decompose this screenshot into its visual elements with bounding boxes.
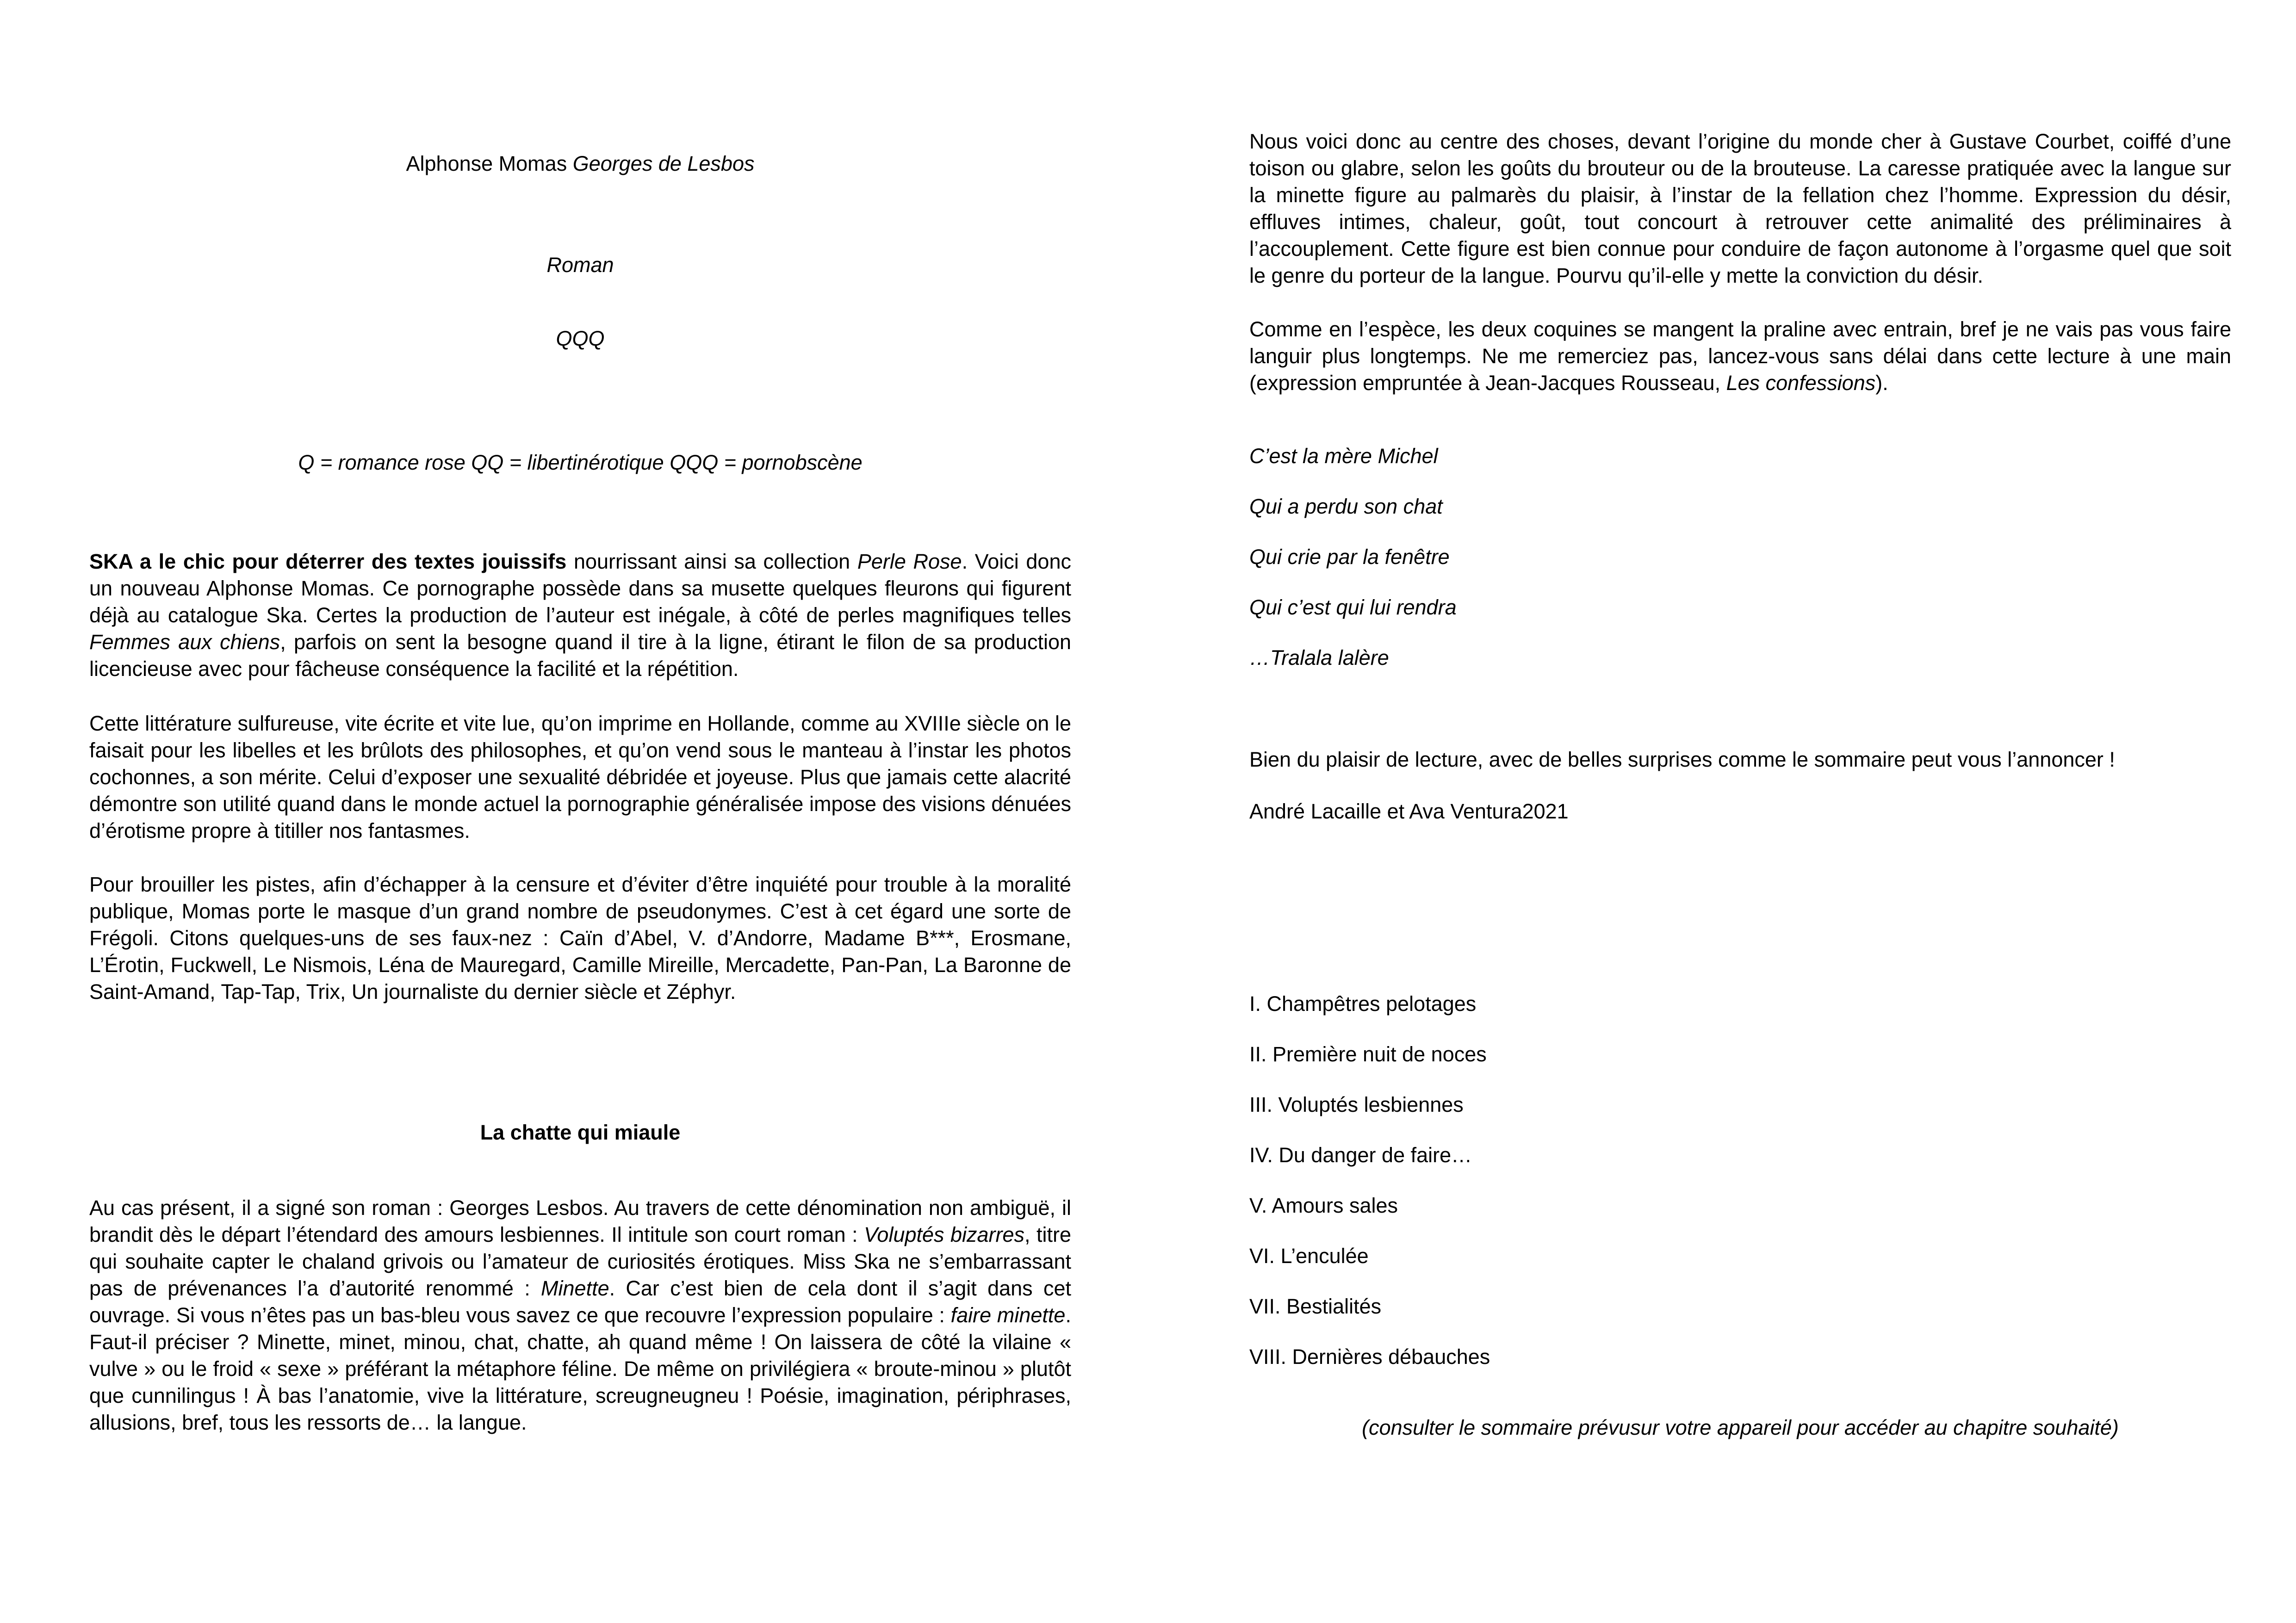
toc-item-2[interactable]: II. Première nuit de noces xyxy=(1249,1042,1487,1066)
novel-title: Voluptés bizarres xyxy=(864,1223,1025,1246)
song-line-4: Qui c’est qui lui rendra xyxy=(1249,595,1457,619)
song-line-5: …Tralala lalère xyxy=(1249,646,1389,669)
book-byline xyxy=(89,150,1071,177)
expression: faire minette xyxy=(950,1303,1066,1327)
intro-bold-lead: SKA a le chic pour déterrer des textes jouissifs xyxy=(89,550,567,573)
toc-item-8[interactable]: VIII. Dernières débauches xyxy=(1249,1345,1490,1369)
body-text-c: . Car c’est bien de cela dont il s’agit dans cet ouvrage. Si vous n’êtes pas un bas-bleu vous savez ce que recouvre l’expression populaire : xyxy=(89,1276,1071,1327)
song-line-3: Qui crie par la fenêtre xyxy=(1249,545,1450,569)
toc-item-3[interactable]: III. Voluptés lesbiennes xyxy=(1249,1093,1464,1116)
intro-paragraph-3: Pour brouiller les pistes, afin d’échapper à la censure et d’éviter d’être inquiété pour trouble à la moralité publique, Momas porte le masque d’un grand nombre de pseudonymes. C’est à cet égard une sorte de Frégoli. Citons quelques-uns de ses faux-nez : Caïn d’Abel, V. d’Andorre, Madame B***, Erosmane, L’Érotin, Fuckwell, Le Nismois, Léna de Mauregard, Camille Mireille, Mercadette, Pan-Pan, La Baronne de Saint-Amand, Tap-Tap, Trix, Un journaliste du dernier siècle et Zéphyr. xyxy=(89,873,1071,1004)
toc-item-7[interactable]: VII. Bestialités xyxy=(1249,1295,1382,1318)
intro-paragraph-2: Cette littérature sulfureuse, vite écrite et vite lue, qu’on imprime en Hollande, comme au XVIIIe siècle on le faisait pour les libelles et les brûlots des philosophes, et qu’on vend sous le manteau à l’instar les photos cochonnes, a son mérite. Celui d’exposer une sexualité débridée et joyeuse. Plus que jamais cette alacrité démontre son utilité quand dans le monde actuel la pornographie généralisée impose des visions dénuées d’érotisme propre à titiller nos fantasmes. xyxy=(89,712,1071,842)
song-line-2: Qui a perdu son chat xyxy=(1249,495,1443,518)
section-title: La chatte qui miaule xyxy=(480,1121,681,1144)
author-name: Alphonse Momas xyxy=(406,152,567,175)
toc-item-4[interactable]: IV. Du danger de faire… xyxy=(1249,1143,1472,1167)
body-text-d: . Faut-il préciser ? Minette, minet, minou, chat, chatte, ah quand même ! On laissera de côté la vilaine « vulve » ou le froid « sexe » préférant la métaphore féline. De même on privilégiera « broute-minou » plutôt que cunnilingus ! À bas l’anatomie, vive la littérature, screugneugneu ! Poésie, imagination, périphrases, allusions, bref, tous les ressorts de… la langue. xyxy=(89,1303,1071,1434)
pseudonym: Georges de Lesbos xyxy=(572,152,755,175)
book-title-femmes: Femmes aux chiens xyxy=(89,630,280,654)
body-text-a: Au cas présent, il a signé son roman : Georges Lesbos. Au travers de cette dénomination non ambiguë, il brandit dès le départ l’étendard des amours lesbiennes. Il intitule son court roman : xyxy=(89,1196,1071,1246)
body-p3-text-b: ). xyxy=(1875,371,1888,395)
toc-item-6[interactable]: VI. L’enculée xyxy=(1249,1244,1369,1268)
body-text-b: , titre qui souhaite capter le chaland grivois ou l’amateur de curiosités érotiques. Miss Ska ne s’embarrassant pas de prévenances l’a d’autorité renommé : xyxy=(89,1223,1071,1300)
body-paragraph-3 xyxy=(1249,316,2231,396)
collection-title: Perle Rose xyxy=(857,550,962,573)
body-paragraph-1 xyxy=(89,1195,1071,1436)
intro-text-a: nourrissant ainsi sa collection xyxy=(566,550,857,573)
song-line-1: C’est la mère Michel xyxy=(1249,444,1438,468)
confessions-title: Les confessions xyxy=(1726,371,1876,395)
rating-label: QQQ xyxy=(556,327,605,350)
toc-note: (consulter le sommaire prévusur votre appareil pour accéder au chapitre souhaité) xyxy=(1362,1416,2119,1439)
body-paragraph-2: Nous voici donc au centre des choses, devant l’origine du monde cher à Gustave Courbet, coiffé d’une toison ou glabre, selon les goûts du brouteur ou de la brouteuse. La caresse pratiquée avec la langue sur la minette figure au palmarès du plaisir, à l’instar de la fellation chez l’homme. Expression du désir, effluves intimes, chaleur, goût, tout concourt à retrouver cette animalité des préliminaires à l’accouplement. Cette figure est bien connue pour conduire de façon autonome à l’orgasme quel que soit le genre du porteur de la langue. Pourvu qu’il-elle y mette la conviction du désir. xyxy=(1249,130,2231,287)
rating-legend: Q = romance rose QQ = libertinérotique QQQ = pornobscène xyxy=(298,451,863,474)
intro-text-b: . Voici donc un nouveau Alphonse Momas. Ce pornographe possède dans sa musette quelques fleurons qui figurent déjà au catalogue Ska. Certes la production de l’auteur est inégale, à côté de perles magnifiques telles xyxy=(89,550,1071,627)
toc-item-1[interactable]: I. Champêtres pelotages xyxy=(1249,992,1477,1016)
new-title: Minette xyxy=(541,1276,609,1300)
toc-item-5[interactable]: V. Amours sales xyxy=(1249,1194,1398,1217)
genre-label: Roman xyxy=(546,253,614,277)
signature: André Lacaille et Ava Ventura2021 xyxy=(1249,799,1569,823)
intro-paragraph-1 xyxy=(89,548,1071,682)
body-p3-text-a: Comme en l’espèce, les deux coquines se mangent la praline avec entrain, bref je ne vais pas vous faire languir plus longtemps. Ne me remerciez pas, lancez-vous sans délai dans cette lecture à une main (expression empruntée à Jean-Jacques Rousseau, xyxy=(1249,317,2231,395)
intro-text-c: , parfois on sent la besogne quand il tire à la ligne, étirant le filon de sa production licencieuse avec pour fâcheuse conséquence la facilité et la répétition. xyxy=(89,630,1071,681)
closing-line: Bien du plaisir de lecture, avec de belles surprises comme le sommaire peut vous l’annoncer ! xyxy=(1249,748,2115,771)
